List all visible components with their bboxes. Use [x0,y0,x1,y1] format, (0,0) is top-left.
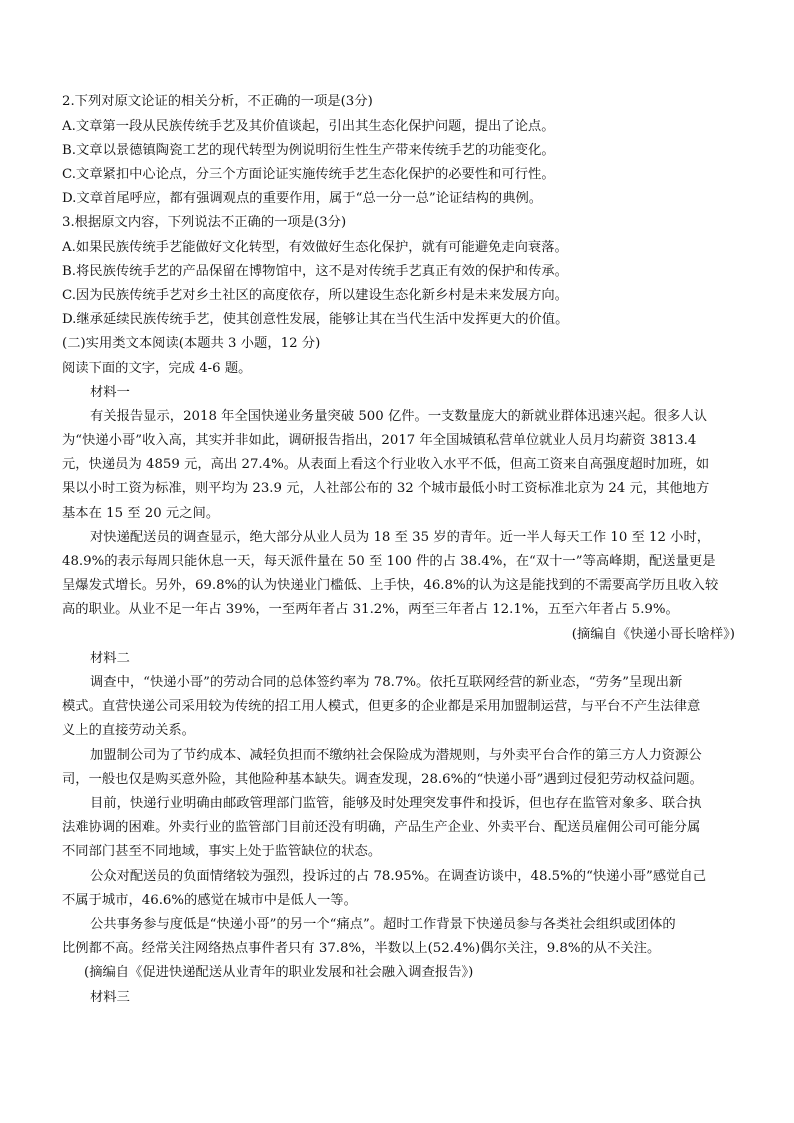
question-3-option-c: C.因为民族传统手艺对乡土社区的高度依存，所以建设生态化新乡村是未来发展方向。 [62,288,568,303]
question-2-option-a: A.文章第一段从民族传统手艺及其价值谈起，引出其生态化保护问题，提出了论点。 [62,119,555,134]
material-2-p1-line: 调查中，“快递小哥”的劳动合同的总体签约率为 78.7%。依托互联网经营的新业态，“劳务”呈现出新 [90,675,683,690]
material-2-p2-line: 司，一般也仅是购买意外险，其他险种基本缺失。调查发现，28.6%的“快递小哥”遇到过侵犯劳动权益问题。 [62,772,703,787]
section-instruction: 阅读下面的文字，完成 4-6 题。 [62,361,252,376]
material-2-title: 材料二 [90,651,130,666]
material-1-p2-line: 高的职业。从业不足一年占 39%，一至两年者占 31.2%，两至三年者占 12.1%，五至六年者占 5.9%。 [62,602,679,617]
question-3-option-b: B.将民族传统手艺的产品保留在博物馆中，这不是对传统手艺真正有效的保护和传承。 [62,264,568,279]
material-1-p2-line: 对快递配送员的调查显示，绝大部分从业人员为 18 至 35 岁的青年。近一半人每天工作 10 至 12 小时， [90,530,711,545]
material-1-source: (摘编自《快递小哥长啥样》) [571,627,735,642]
question-2-option-c: C.文章紧扣中心论点，分三个方面论证实施传统手艺生态化保护的必要性和可行性。 [62,167,555,182]
material-2-p2-line: 加盟制公司为了节约成本、减轻负担而不缴纳社会保险成为潜规则，与外卖平台合作的第三方人力资源公 [90,748,702,763]
material-1-p1-line: 果以小时工资为标准，则平均为 23.9 元，人社部公布的 32 个城市最低小时工资标准北京为 24 元，其他地方 [62,481,710,496]
material-2-p3-line: 目前，快递行业明确由邮政管理部门监管，能够及时处理突发事件和投诉，但也存在监管对象多、联合执 [90,796,702,811]
material-2-source: (摘编自《促进快递配送从业青年的职业发展和社会融入调查报告》) [84,965,474,980]
question-2-option-b: B.文章以景德镇陶瓷工艺的现代转型为例说明衍生性生产带来传统手艺的功能变化。 [62,143,555,158]
material-2-p1-line: 模式。直营快递公司采用较为传统的招工用人模式，但更多的企业都是采用加盟制运营，与平台不产生法律意 [62,699,701,714]
material-2-p1-line: 义上的直接劳动关系。 [62,723,195,738]
material-2-p3-line: 不同部门甚至不同地域，事实上处于监管缺位的状态。 [62,844,382,859]
question-2-option-d: D.文章首尾呼应，都有强调观点的重要作用，属于“总一分一总”论证结构的典例。 [62,191,543,206]
material-3-title: 材料三 [90,990,130,1005]
question-3-option-d: D.继承延续民族传统手艺，使其创意性发展，能够让其在当代生活中发挥更大的价值。 [62,312,569,327]
material-1-p1-line: 有关报告显示，2018 年全国快递业务量突破 500 亿件。一支数量庞大的新就业群体迅速兴起。很多人认 [90,409,708,424]
material-1-p1-line: 为“快递小哥”收入高，其实并非如此，调研报告指出，2017 年全国城镇私营单位就业人员月均薪资 3813.4 [62,433,697,448]
material-2-p4-line: 不属于城市，46.6%的感觉在城市中是低人一等。 [62,893,357,908]
question-2-stem: 2.下列对原文论证的相关分析，不正确的一项是(3分) [62,94,373,109]
material-2-p5-line: 公共事务参与度低是“快递小哥”的另一个“痛点”。超时工作背景下快递员参与各类社会组织或团体的 [90,917,676,932]
section-heading: (二)实用类文本阅读(本题共 3 小题，12 分) [62,336,321,351]
material-2-p5-line: 比例都不高。经常关注网络热点事件者只有 37.8%，半数以上(52.4%)偶尔关注，9.8%的从不关注。 [62,941,661,956]
material-1-p2-line: 呈爆发式增长。另外，69.8%的认为快递业门槛低、上手快，46.8%的认为这是能找到的不需要高学历且收入较 [62,578,719,593]
material-1-p2-line: 48.9%的表示每周只能休息一天，每天派件量在 50 至 100 件的占 38.4%，在“双十一”等高峰期，配送量更是 [62,554,716,569]
question-3-stem: 3.根据原文内容，下列说法不正确的一项是(3分) [62,215,347,230]
material-1-p1-line: 基本在 15 至 20 元之间。 [62,506,220,521]
question-3-option-a: A.如果民族传统手艺能做好文化转型，有效做好生态化保护，就有可能避免走向衰落。 [62,240,568,255]
material-1-p1-line: 元，快递员为 4859 元，高出 27.4%。从表面上看这个行业收入水平不低，但高工资来自高强度超时加班，如 [62,457,710,472]
material-2-p3-line: 法难协调的困难。外卖行业的监管部门目前还没有明确，产品生产企业、外卖平台、配送员雇佣公司可能分属 [62,820,701,835]
material-1-title: 材料一 [90,385,130,400]
material-2-p4-line: 公众对配送员的负面情绪较为强烈，投诉过的占 78.95%。在调查访谈中，48.5%的“快递小哥”感觉自己 [90,869,707,884]
